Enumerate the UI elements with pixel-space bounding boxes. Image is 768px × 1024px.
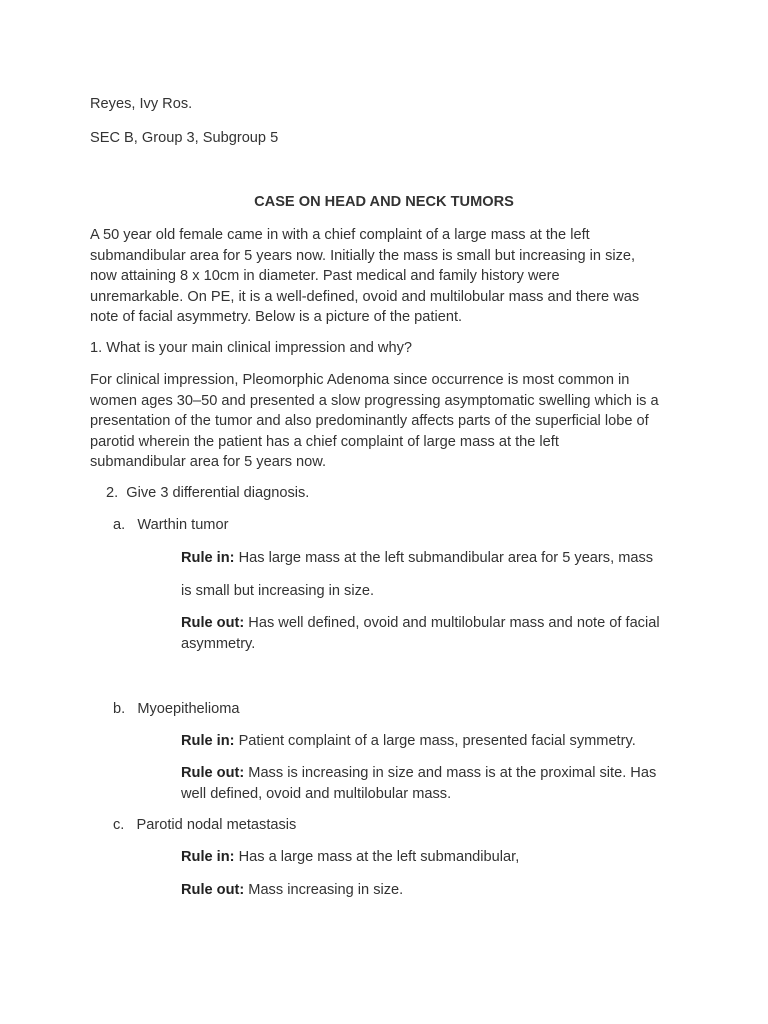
case-paragraph (90, 225, 639, 328)
rule-in-b (181, 731, 636, 752)
case-line: now attaining 8 x 10cm in diameter. Past medical and family history were (90, 268, 560, 284)
rule-in-text: Has large mass at the left submandibular area for 5 years, mass (234, 550, 654, 566)
rule-out-b (181, 763, 656, 804)
rule-in-label: Rule in: (181, 849, 235, 865)
differential-name: Warthin tumor (137, 517, 229, 533)
question-1: 1. What is your main clinical impression and why? (90, 340, 413, 356)
differential-a (113, 515, 228, 536)
rule-out-text-cont: well defined, ovoid and multilobular mass. (181, 785, 452, 802)
rule-out-label: Rule out: (181, 765, 245, 781)
rule-out-c (181, 880, 403, 901)
case-line: unremarkable. On PE, it is a well-defined, ovoid and multilobular mass and there was (90, 288, 640, 305)
rule-out-text: Has well defined, ovoid and multilobular mass and note of facial (244, 615, 660, 631)
rule-out-text-cont: asymmetry. (181, 635, 256, 652)
section-info: SEC B, Group 3, Subgroup 5 (90, 130, 279, 146)
answer-line: women ages 30–50 and presented a slow progressing asymptomatic swelling which is a (90, 392, 659, 409)
rule-in-label: Rule in: (181, 733, 235, 749)
differential-c (113, 815, 296, 836)
rule-in-text: Has a large mass at the left submandibular, (234, 849, 520, 865)
question-2-number: 2. (106, 485, 119, 501)
differential-name: Myoepithelioma (137, 701, 240, 717)
rule-in-label: Rule in: (181, 550, 235, 566)
answer-line: For clinical impression, Pleomorphic Adenoma since occurrence is most common in (90, 372, 630, 388)
rule-out-a (181, 613, 660, 654)
case-line: note of facial asymmetry. Below is a picture of the patient. (90, 309, 463, 325)
differential-b (113, 699, 240, 720)
case-line: A 50 year old female came in with a chief complaint of a large mass at the left (90, 227, 590, 243)
rule-in-c (181, 847, 519, 868)
differential-name: Parotid nodal metastasis (136, 817, 297, 833)
answer-line: parotid wherein the patient has a chief complaint of large mass at the left (90, 433, 559, 450)
answer-line: submandibular area for 5 years now. (90, 454, 327, 470)
differential-letter: a. (113, 517, 126, 533)
author-name: Reyes, Ivy Ros. (90, 96, 193, 112)
differential-letter: b. (113, 701, 126, 717)
rule-out-label: Rule out: (181, 615, 245, 631)
rule-in-a (181, 548, 653, 569)
document-title: CASE ON HEAD AND NECK TUMORS (254, 194, 514, 210)
case-line: submandibular area for 5 years now. Initially the mass is small but increasing in size, (90, 247, 636, 264)
differential-letter: c. (113, 817, 125, 833)
question-2-text: Give 3 differential diagnosis. (126, 485, 310, 501)
rule-out-label: Rule out: (181, 882, 245, 898)
rule-out-text: Mass increasing in size. (244, 882, 404, 898)
rule-in-a-cont: is small but increasing in size. (181, 583, 375, 599)
question-2 (106, 483, 309, 504)
rule-out-text: Mass is increasing in size and mass is at the proximal site. Has (244, 765, 657, 781)
answer-1 (90, 370, 659, 473)
answer-line: presentation of the tumor and also predominantly affects parts of the superficial lobe of (90, 413, 649, 429)
rule-in-text: Patient complaint of a large mass, presented facial symmetry. (234, 733, 636, 749)
